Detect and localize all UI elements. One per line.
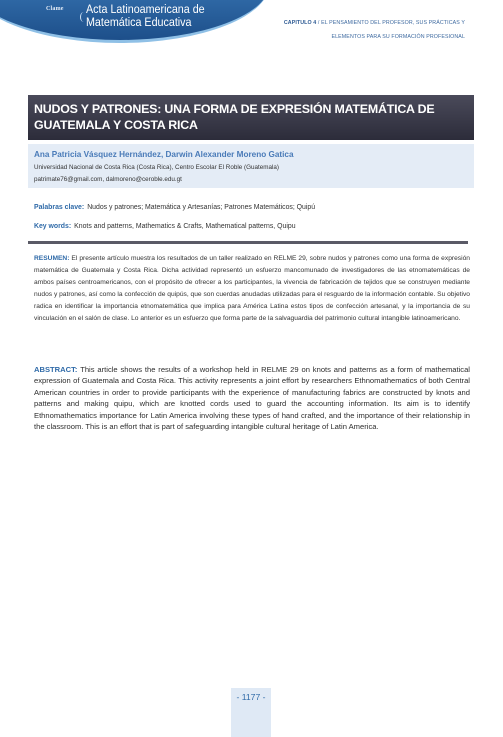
abstract-en-text: This article shows the results of a workshop held in RELME 29 on knots and patterns as a form of mathematical expression of Guatemala and Costa Rica. This activity represents a joint effort by researchers Ethnomathematics of both Central American countries in order to provide participants with the experience of manufacturing fabrics are constructed by knots and patterns and making quipu, which are knotted cords used to guard the accounting information. Its aim is to identify Ethnomathematics importance for Latin America involving these types of hand crafted, and the importance of their relationship in the classroom. This is an effort that is part of safeguarding intangible cultural heritage of Latin America. <box>34 365 470 432</box>
article-title: NUDOS Y PATRONES: UNA FORMA DE EXPRESIÓN MATEMÁTICA DE GUATEMALA Y COSTA RICA <box>34 102 435 132</box>
abstract-en-label: ABSTRACT: <box>34 365 78 374</box>
keywords-en-value: Knots and patterns, Mathematics & Crafts, Mathematical patterns, Quipu <box>74 223 296 230</box>
keywords-es-label: Palabras clave: <box>34 204 85 211</box>
affiliation: Universidad Nacional de Costa Rica (Costa Rica), Centro Escolar El Roble (Guatemala) <box>34 164 279 171</box>
chapter-label: CAPITULO 4 <box>283 20 317 26</box>
section-divider <box>28 241 468 244</box>
keywords-es-value: Nudos y patrones; Matemática y Artesanías; Patrones Matemáticos; Quipú <box>87 204 316 211</box>
abstract-en <box>34 364 470 432</box>
chapter-heading <box>205 16 465 44</box>
journal-title <box>86 3 205 28</box>
authors: Ana Patricia Vásquez Hernández, Darwin Alexander Moreno Gatica <box>34 150 294 159</box>
keywords-es <box>34 204 315 211</box>
page-number: - 1177 - <box>236 692 266 702</box>
clame-logo: Clame <box>46 6 64 12</box>
journal-title-line2: Matemática Educativa <box>86 14 192 29</box>
chapter-line2: ELEMENTOS PARA SU FORMACIÓN PROFESIONAL <box>331 34 465 40</box>
page-number-box <box>231 688 271 737</box>
journal-title-line1: Acta Latinoamericana de <box>86 2 205 16</box>
abstract-es <box>34 253 470 324</box>
chapter-line1: / EL PENSAMIENTO DEL PROFESOR, SUS PRÁCTICAS Y <box>316 20 465 26</box>
abstract-es-text: El presente artículo muestra los resultados de un taller realizado en RELME 29, sobre nudos y patrones como una forma de expresión matemática de Guatemala y Costa Rica. Dicha actividad representó un esfuerzo mancomunado de investigadores de las etnomatemáticas de ambos países centroamericanos, con el propósito de ofrecer a los participantes, la vivencia de fabricación de tejidos que se construyen mediante nudos y patrones, así como la confección de quipús, que son cuerdas anudadas utilizadas para el resguardo de la información contable. Su objetivo radica en identificar la importancia etnomatemática que implica para América Latina estos tipos de confección artesanal, y la importancia de su vinculación en el salón de clase. Lo anterior es un esfuerzo que forma parte de la salvaguardia del patrimonio cultural intangible latinoamericano. <box>34 255 470 322</box>
abstract-es-label: RESUMEN: <box>34 255 70 262</box>
keywords-en <box>34 223 296 230</box>
keywords-en-label: Key words: <box>34 223 72 230</box>
author-emails: patrimate76@gmail.com, dalmoreno@ceroble.edu.gt <box>34 176 182 183</box>
